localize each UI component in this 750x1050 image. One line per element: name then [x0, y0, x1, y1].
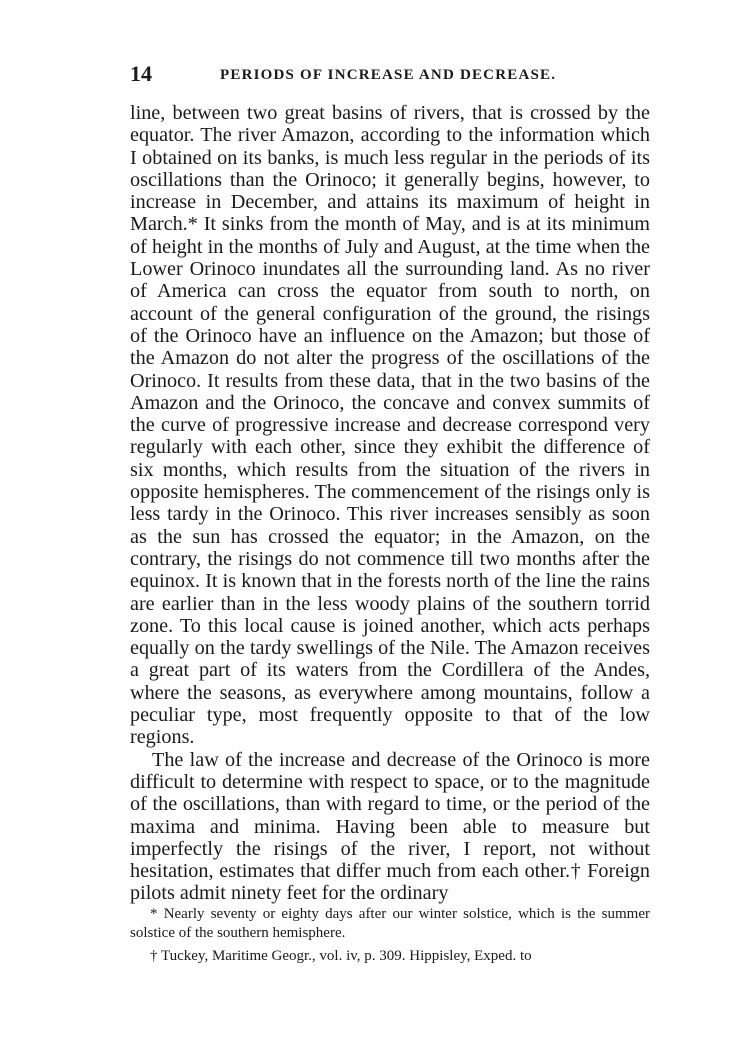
footnote: * Nearly seventy or eighty days after our winter solstice, which is the summer solstice of the southern hemisphere. — [130, 906, 650, 941]
footnote: † Tuckey, Maritime Geogr., vol. iv, p. 309. Hippisley, Exped. to — [150, 948, 532, 964]
page-number: 14 — [130, 61, 152, 86]
paragraph: The law of the increase and decrease of the Orinoco is more difficult to determine with respect to space, or to the magnitude of the oscillations, than with regard to time, or the period of the maxima and minima. Having been able to measure but imperfectly the risings of the river, I report, not without hesitation, estimates that differ much from each other.† Foreign pilots admit ninety feet for the ordinary — [130, 748, 650, 905]
footnotes — [130, 905, 650, 966]
body-text — [130, 102, 650, 905]
running-title: PERIODS OF INCREASE AND DECREASE. — [220, 67, 557, 83]
running-header — [130, 62, 650, 86]
paragraph: line, between two great basins of rivers, that is crossed by the equator. The river Amazon, according to the information which I obtained on its banks, is much less regular in the periods of its oscillations than the Orinoco; it generally begins, however, to increase in December, and attains its maximum of height in March.* It sinks from the month of May, and is at its minimum of height in the months of July and August, at the time when the Lower Orinoco inundates all the surrounding land. As no river of America can cross the equator from south to north, on account of the general configuration of the ground, the risings of the Orinoco have an influence on the Amazon; but those of the Amazon do not alter the progress of the oscillations of the Orinoco. It results from these data, that in the two basins of the Amazon and the Orinoco, the concave and convex summits of the curve of progressive increase and decrease correspond very regularly with each other, since they exhibit the difference of six months, which results from the situation of the rivers in opposite hemispheres. The commencement of the risings only is less tardy in the Orinoco. This river increases sensibly as soon as the sun has crossed the equator; in the Amazon, on the contrary, the risings do not commence till two months after the equinox. It is known that in the forests north of the line the rains are earlier than in the less woody plains of the southern torrid zone. To this local cause is joined another, which acts perhaps equally on the tardy swellings of the Nile. The Amazon receives a great part of its waters from the Cordillera of the Andes, where the seasons, as everywhere among mountains, follow a peculiar type, most frequently opposite to that of the low regions. — [130, 102, 650, 749]
